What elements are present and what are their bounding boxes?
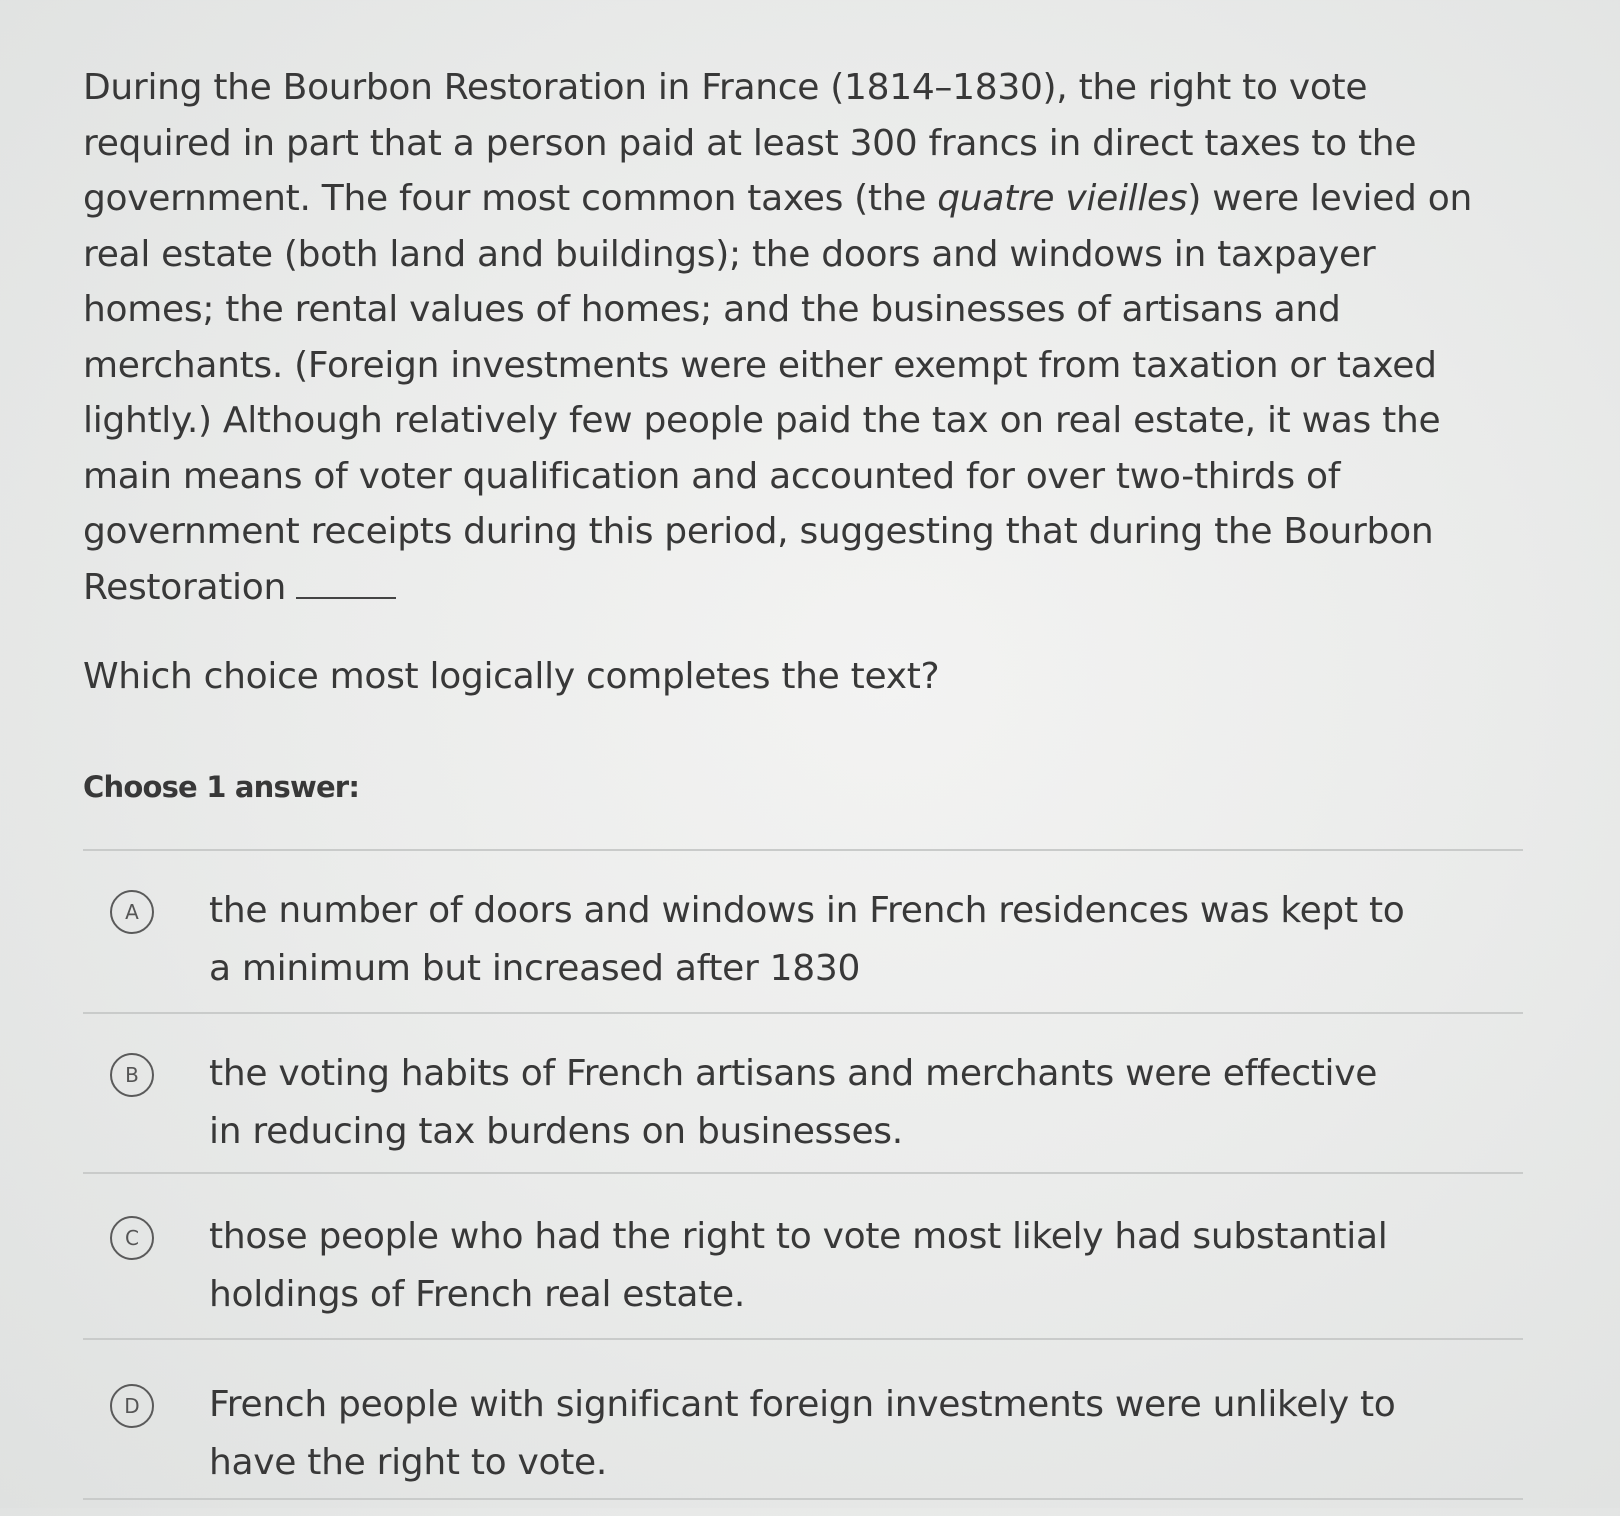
passage-line: merchants. (Foreign investments were either exempt from taxation or taxed	[83, 344, 1437, 386]
passage-line: real estate (both land and buildings); the doors and windows in taxpayer	[83, 233, 1376, 275]
divider	[83, 1338, 1523, 1340]
choice-letter-d: D	[110, 1384, 154, 1428]
passage-text: Restoration	[83, 566, 286, 608]
passage-line: required in part that a person paid at least 300 francs in direct taxes to the	[83, 122, 1417, 164]
passage-line: main means of voter qualification and accounted for over two-thirds of	[83, 455, 1341, 497]
choice-a[interactable]	[83, 882, 1523, 1022]
passage	[83, 60, 1583, 615]
choice-letter-b: B	[110, 1053, 154, 1097]
passage-line: homes; the rental values of homes; and the businesses of artisans and	[83, 289, 1341, 330]
choice-letter-a: A	[110, 890, 154, 934]
choice-text: have the right to vote.	[209, 1442, 608, 1483]
choice-text: a minimum but increased after 1830	[209, 948, 861, 989]
choice-text: holdings of French real estate.	[209, 1274, 745, 1315]
passage-line: lightly.) Although relatively few people paid the tax on real estate, it was the	[83, 400, 1441, 441]
divider	[83, 1498, 1523, 1500]
choice-d[interactable]	[83, 1376, 1523, 1516]
fill-in-blank	[296, 567, 396, 599]
passage-line: During the Bourbon Restoration in France (1814–1830), the right to vote	[83, 67, 1368, 108]
question-prompt: Which choice most logically completes the text?	[83, 656, 940, 697]
passage-text: ) were levied on	[1187, 178, 1472, 219]
divider	[83, 849, 1523, 851]
passage-line	[83, 171, 1583, 227]
choice-b[interactable]	[83, 1045, 1523, 1185]
choice-text: the number of doors and windows in French residences was kept to	[209, 890, 1405, 931]
passage-text: government. The four most common taxes (the	[83, 178, 938, 219]
passage-line	[83, 560, 1583, 616]
passage-italic-term: quatre vieilles	[937, 178, 1188, 219]
choice-text: the voting habits of French artisans and merchants were effective	[209, 1053, 1378, 1094]
choice-text: in reducing tax burdens on businesses.	[209, 1111, 903, 1152]
choice-text: French people with significant foreign investments were unlikely to	[209, 1384, 1396, 1425]
choice-letter-c: C	[110, 1216, 154, 1260]
choice-text: those people who had the right to vote most likely had substantial	[209, 1216, 1388, 1257]
divider	[83, 1172, 1523, 1174]
choose-label: Choose 1 answer:	[83, 770, 360, 804]
divider	[83, 1012, 1523, 1014]
passage-line: government receipts during this period, suggesting that during the Bourbon	[83, 511, 1434, 552]
choice-c[interactable]	[83, 1208, 1523, 1348]
